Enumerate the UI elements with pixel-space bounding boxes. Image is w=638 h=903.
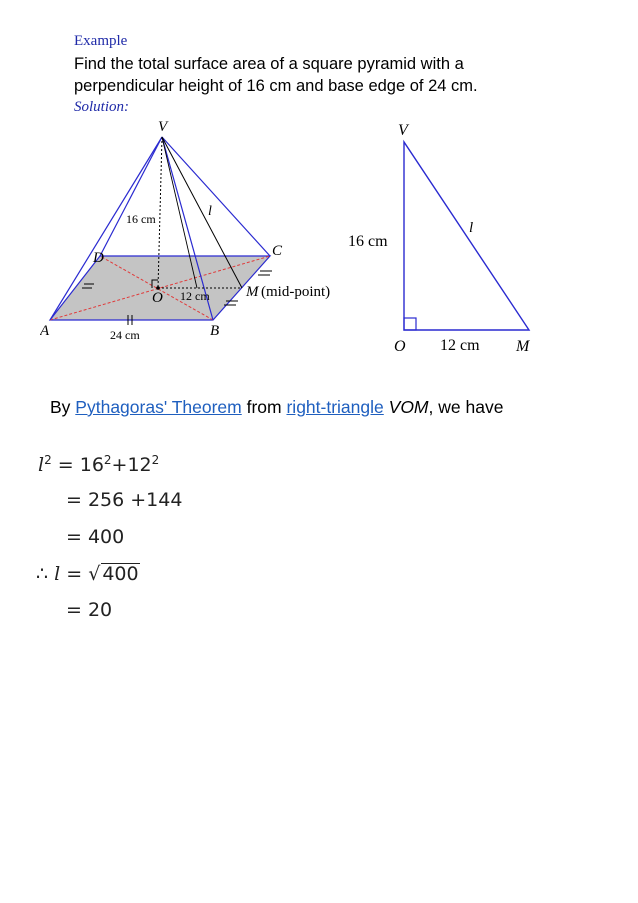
sqrt-symbol: √: [88, 563, 101, 585]
edge-vd: [100, 137, 162, 256]
var-l: l: [54, 563, 61, 585]
solution-label: Solution:: [74, 99, 129, 115]
problem-statement: Find the total surface area of a square pyramid with a perpendicular height of 16 cm and base edge of 24 cm.: [74, 55, 478, 95]
label-vertex-c: C: [272, 243, 283, 259]
exponent: 2: [151, 453, 160, 467]
triangle-label-height: 16 cm: [348, 233, 388, 250]
label-vertex-a: A: [40, 323, 50, 339]
label-vertex-d: D: [93, 250, 104, 266]
explanation-suffix: , we have: [428, 397, 504, 417]
triangle-label-hypotenuse: l: [469, 220, 474, 236]
equation-line-3: = 400: [66, 526, 125, 548]
pythagoras-theorem-link[interactable]: Pythagoras' Theorem: [75, 397, 242, 417]
label-vertex-b: B: [210, 323, 220, 339]
label-pyramid-slant: l: [208, 204, 212, 219]
triangle-name: VOM: [388, 397, 429, 417]
example-label: Example: [74, 33, 128, 49]
explanation-paragraph: [50, 395, 550, 419]
equation-line-5: = 20: [66, 599, 113, 621]
equation-line-1-plus: +12: [111, 454, 152, 476]
triangle-label-v: V: [398, 122, 408, 139]
triangle-label-base: 12 cm: [440, 337, 480, 354]
label-base-edge: 24 cm: [110, 328, 140, 342]
equals-sign: =: [66, 563, 83, 585]
equation-line-2: = 256 +144: [66, 489, 183, 511]
var-l: l: [38, 454, 45, 476]
equation-line-4: [36, 563, 140, 585]
equation-line-1-rhs: = 16: [57, 454, 104, 476]
explanation-prefix: By: [50, 397, 76, 417]
pyramid-figure: [40, 115, 560, 360]
triangle-vom: [404, 142, 529, 330]
label-center-o: O: [152, 290, 163, 306]
equation-line-1: [38, 454, 159, 476]
triangle-label-o: O: [394, 338, 406, 355]
explanation-middle: from: [241, 397, 287, 417]
label-midpoint-m: M: [246, 284, 259, 300]
exponent: 2: [44, 453, 52, 467]
triangle-right-angle-mark: [404, 318, 416, 330]
label-pyramid-height: 16 cm: [126, 212, 156, 226]
label-apex-v: V: [158, 119, 168, 135]
therefore-symbol: ∴: [36, 563, 49, 585]
triangle-label-m: M: [516, 338, 530, 355]
right-triangle-link[interactable]: right-triangle: [286, 397, 384, 417]
sqrt-radicand: 400: [102, 563, 139, 585]
label-midpoint-note: (mid-point): [261, 284, 331, 300]
exponent: 2: [103, 453, 112, 467]
label-half-base: 12 cm: [180, 289, 210, 303]
